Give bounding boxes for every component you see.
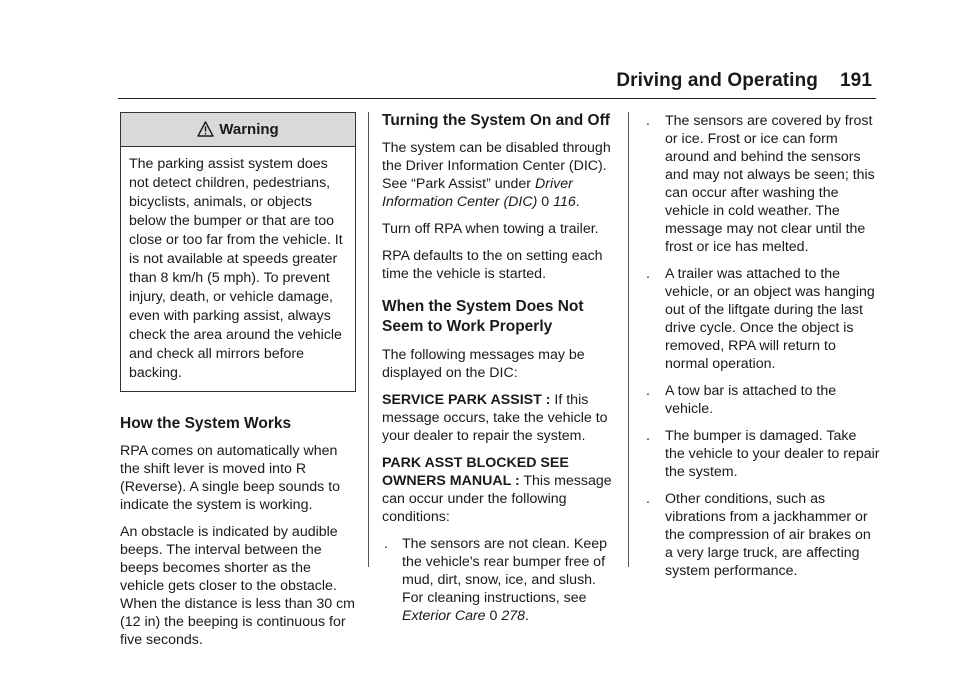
message-description: If this message occurs, take the vehicle to your dealer to repair the system.	[382, 392, 608, 444]
bullet-marker: .	[646, 113, 650, 129]
list-item-text: The bumper is damaged. Take the vehicle to your dealer to repair the system.	[665, 428, 880, 480]
page-ref-number[interactable]: 116	[553, 194, 576, 210]
list-item	[382, 535, 618, 625]
message-label: PARK ASST BLOCKED SEE OWNERS MANUAL :	[382, 455, 569, 489]
list-item-text: A tow bar is attached to the vehicle.	[665, 383, 837, 417]
bullet-marker: .	[646, 383, 650, 399]
paragraph: An obstacle is indicated by audible beeps. The interval between the beeps becomes shorter as the vehicle gets closer to the obstacle. When the distance is less than 30 cm (12 in) the beeping is continuous for five seconds.	[120, 524, 356, 648]
column-3	[644, 112, 880, 589]
header-rule	[118, 98, 876, 99]
paragraph	[382, 454, 618, 526]
section-heading: Turning the System On and Off	[382, 112, 610, 129]
paragraph-text: The system can be disabled through the Driver Information Center (DIC). See “Park Assist” under	[382, 140, 611, 192]
punctuation: .	[575, 194, 580, 210]
list-item-text: A trailer was attached to the vehicle, or an object was hanging out of the liftgate during the last drive cycle. Once the object is removed, RPA will return to normal operation.	[665, 266, 875, 372]
bullet-marker: .	[384, 536, 388, 552]
warning-header	[121, 113, 355, 147]
page-header	[616, 70, 872, 92]
column-divider	[628, 112, 629, 567]
list-item	[644, 265, 880, 373]
cross-reference-link[interactable]: Driver Information Center (DIC)	[382, 176, 573, 210]
paragraph: The following messages may be displayed on the DIC:	[382, 347, 585, 381]
paragraph	[382, 391, 618, 445]
list-item	[644, 427, 880, 481]
warning-title: Warning	[219, 121, 279, 138]
bullet-marker: .	[646, 428, 650, 444]
list-item	[644, 490, 880, 580]
page-ref-number[interactable]: 278	[501, 608, 526, 624]
list-item-text: The sensors are covered by frost or ice. Frost or ice can form around and behind the sensors and may not always be seen; this can occur after washing the vehicle in cold weather. The message may not clear until the frost or ice has melted.	[665, 113, 875, 255]
list-item	[644, 382, 880, 418]
message-description: This message can occur under the following conditions:	[382, 473, 612, 525]
section-heading: How the System Works	[120, 415, 292, 432]
page-ref-symbol: 0	[541, 194, 550, 210]
bullet-marker: .	[646, 491, 650, 507]
column-1	[120, 112, 356, 658]
section-heading: When the System Does Not Seem to Work Properly	[382, 298, 584, 335]
column-2	[382, 112, 618, 634]
warning-triangle-icon	[197, 121, 214, 137]
page-number: 191	[839, 70, 872, 91]
list-item	[644, 112, 880, 256]
column-divider	[368, 112, 369, 567]
section-title: Driving and Operating	[616, 70, 818, 91]
list-item-text: Other conditions, such as vibrations from a jackhammer or the compression of air brakes on a very large truck, are affecting system performance.	[665, 491, 871, 579]
page-ref-symbol: 0	[489, 608, 498, 624]
list-item-text: The sensors are not clean. Keep the vehicle's rear bumper free of mud, dirt, snow, ice, and slush. For cleaning instructions, see	[402, 536, 608, 606]
paragraph	[382, 139, 618, 211]
punctuation: .	[525, 608, 529, 624]
paragraph: RPA comes on automatically when the shift lever is moved into R (Reverse). A single beep sounds to indicate the system is working.	[120, 443, 341, 513]
warning-text: The parking assist system does not detect children, pedestrians, bicyclists, animals, or objects below the bumper or that are too close or too far from the vehicle. It is not available at speeds greater than 8 km/h (5 mph). To prevent injury, death, or vehicle damage, even with parking assist, always check the area around the vehicle and check all mirrors before backing.	[129, 156, 343, 381]
paragraph: RPA defaults to the on setting each time the vehicle is started.	[382, 248, 603, 282]
bullet-marker: .	[646, 266, 650, 282]
cross-reference-link[interactable]: Exterior Care	[402, 608, 486, 624]
paragraph: Turn off RPA when towing a trailer.	[382, 221, 599, 237]
warning-box	[120, 112, 356, 392]
message-label: SERVICE PARK ASSIST :	[382, 392, 551, 408]
